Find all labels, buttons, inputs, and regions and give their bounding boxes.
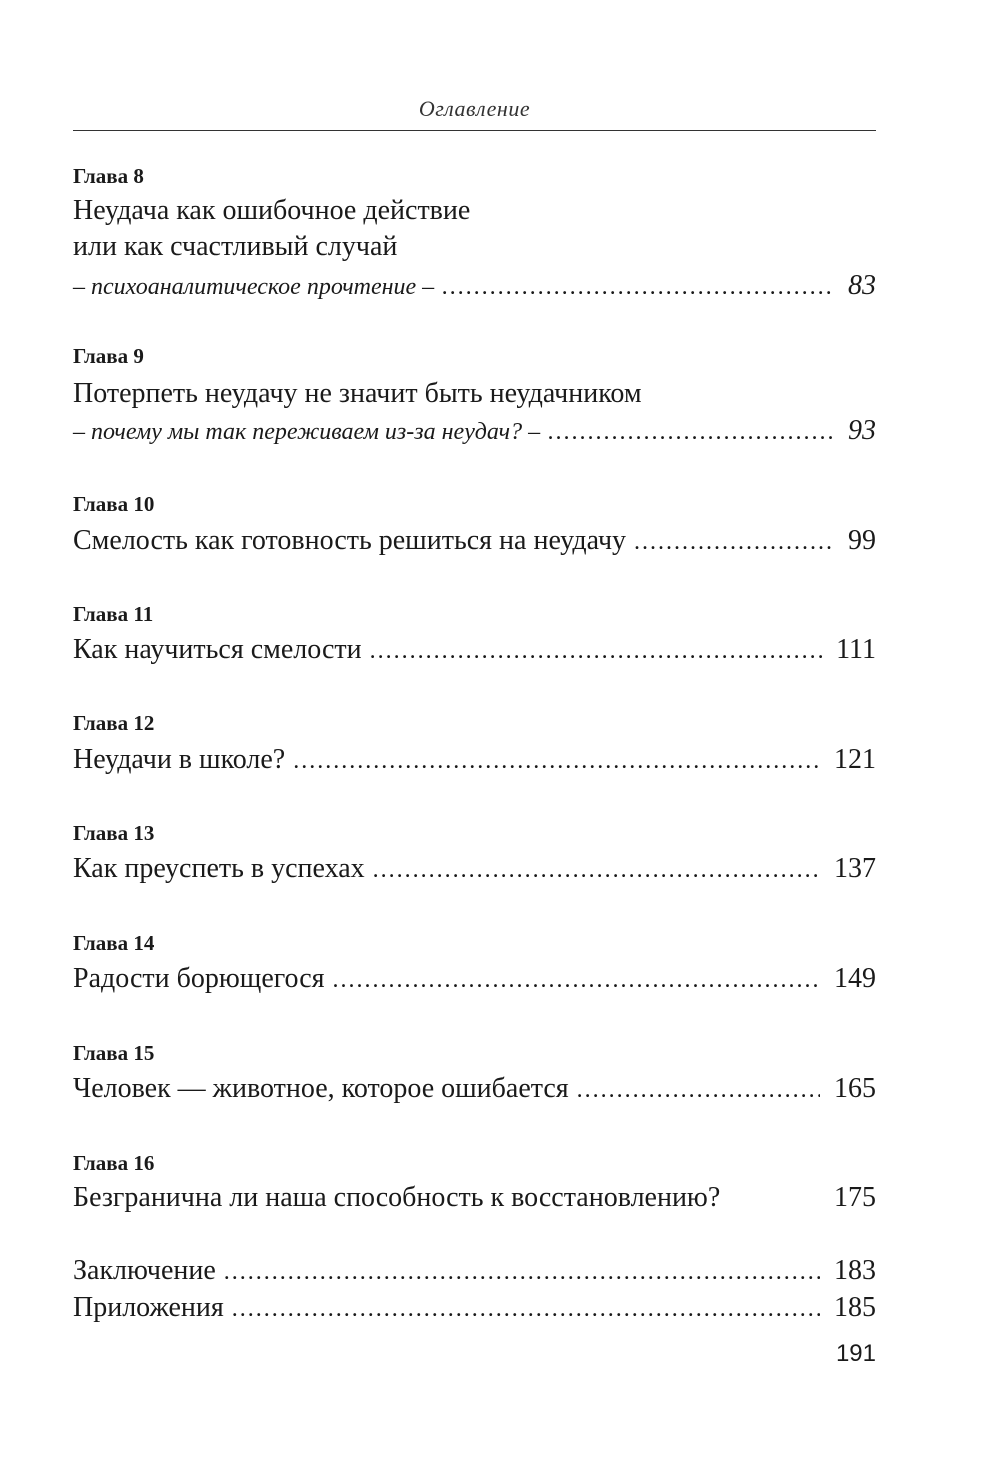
chapter-label: Глава 8 — [73, 164, 144, 188]
chapter-title: Радости борющегося — [73, 963, 325, 994]
chapter-label: Глава 13 — [73, 821, 155, 845]
entry-title: Приложения — [73, 1292, 224, 1323]
dot-leader — [232, 1291, 820, 1327]
toc-entry-chapter-12[interactable] — [73, 742, 876, 778]
page-ref: 137 — [834, 853, 876, 884]
toc-entry-conclusion[interactable] — [73, 1253, 876, 1289]
toc-entry-chapter-16[interactable] — [73, 1180, 876, 1216]
toc-entry-chapter-11[interactable] — [73, 632, 876, 668]
chapter-label: Глава 14 — [73, 931, 155, 955]
chapter-title: Безгранична ли наша способность к восстановлению? — [73, 1182, 721, 1213]
chapter-label: Глава 16 — [73, 1151, 155, 1175]
page-ref: 185 — [834, 1292, 876, 1323]
dot-leader — [224, 1254, 820, 1290]
page-ref: 93 — [848, 415, 876, 446]
toc-entry-chapter-10[interactable] — [73, 523, 876, 559]
entry-title: Заключение — [73, 1255, 216, 1286]
chapter-title-line: или как счастливый случай — [73, 231, 398, 262]
chapter-title: Человек — животное, которое ошибается — [73, 1073, 569, 1104]
dot-leader — [442, 269, 834, 305]
chapter-label: Глава 9 — [73, 344, 144, 368]
toc-entry-chapter-14[interactable] — [73, 961, 876, 997]
chapter-label: Глава 15 — [73, 1041, 155, 1065]
header-rule — [73, 130, 876, 131]
page-ref: 99 — [848, 525, 876, 556]
toc-entry-chapter-15[interactable] — [73, 1071, 876, 1107]
chapter-title: Как научиться смелости — [73, 634, 362, 665]
page-ref: 149 — [834, 963, 876, 994]
dot-leader — [577, 1072, 820, 1108]
chapter-title: Как преуспеть в успехах — [73, 853, 365, 884]
chapter-title-line: Неудача как ошибочное действие — [73, 195, 471, 226]
page-ref: 83 — [848, 270, 876, 301]
chapter-label: Глава 10 — [73, 492, 155, 516]
chapter-title-line: Потерпеть неудачу не значит быть неудачником — [73, 378, 642, 409]
page-number: 191 — [835, 1340, 876, 1367]
chapter-title: Смелость как готовность решиться на неудачу — [73, 525, 627, 556]
page-ref: 183 — [834, 1255, 876, 1286]
dot-leader — [373, 852, 820, 888]
running-header: Оглавление — [418, 96, 531, 121]
page-ref: 121 — [834, 744, 876, 775]
dot-leader — [548, 414, 834, 450]
chapter-title: Неудачи в школе? — [73, 744, 286, 775]
page-ref: 165 — [834, 1073, 876, 1104]
dot-leader — [634, 524, 834, 560]
chapter-subtitle: – психоаналитическое прочтение – — [73, 274, 435, 300]
dot-leader — [293, 743, 820, 779]
dot-leader — [370, 633, 822, 669]
chapter-label: Глава 12 — [73, 711, 155, 735]
toc-entry-chapter-8[interactable] — [73, 268, 876, 304]
chapter-label: Глава 11 — [73, 602, 154, 626]
toc-entry-appendices[interactable] — [73, 1290, 876, 1326]
page-ref: 175 — [834, 1182, 876, 1213]
toc-entry-chapter-9[interactable] — [73, 413, 876, 449]
toc-entry-chapter-13[interactable] — [73, 851, 876, 887]
dot-leader — [333, 962, 820, 998]
page-ref: 111 — [836, 634, 876, 665]
chapter-subtitle: – почему мы так переживаем из-за неудач? – — [73, 419, 541, 445]
